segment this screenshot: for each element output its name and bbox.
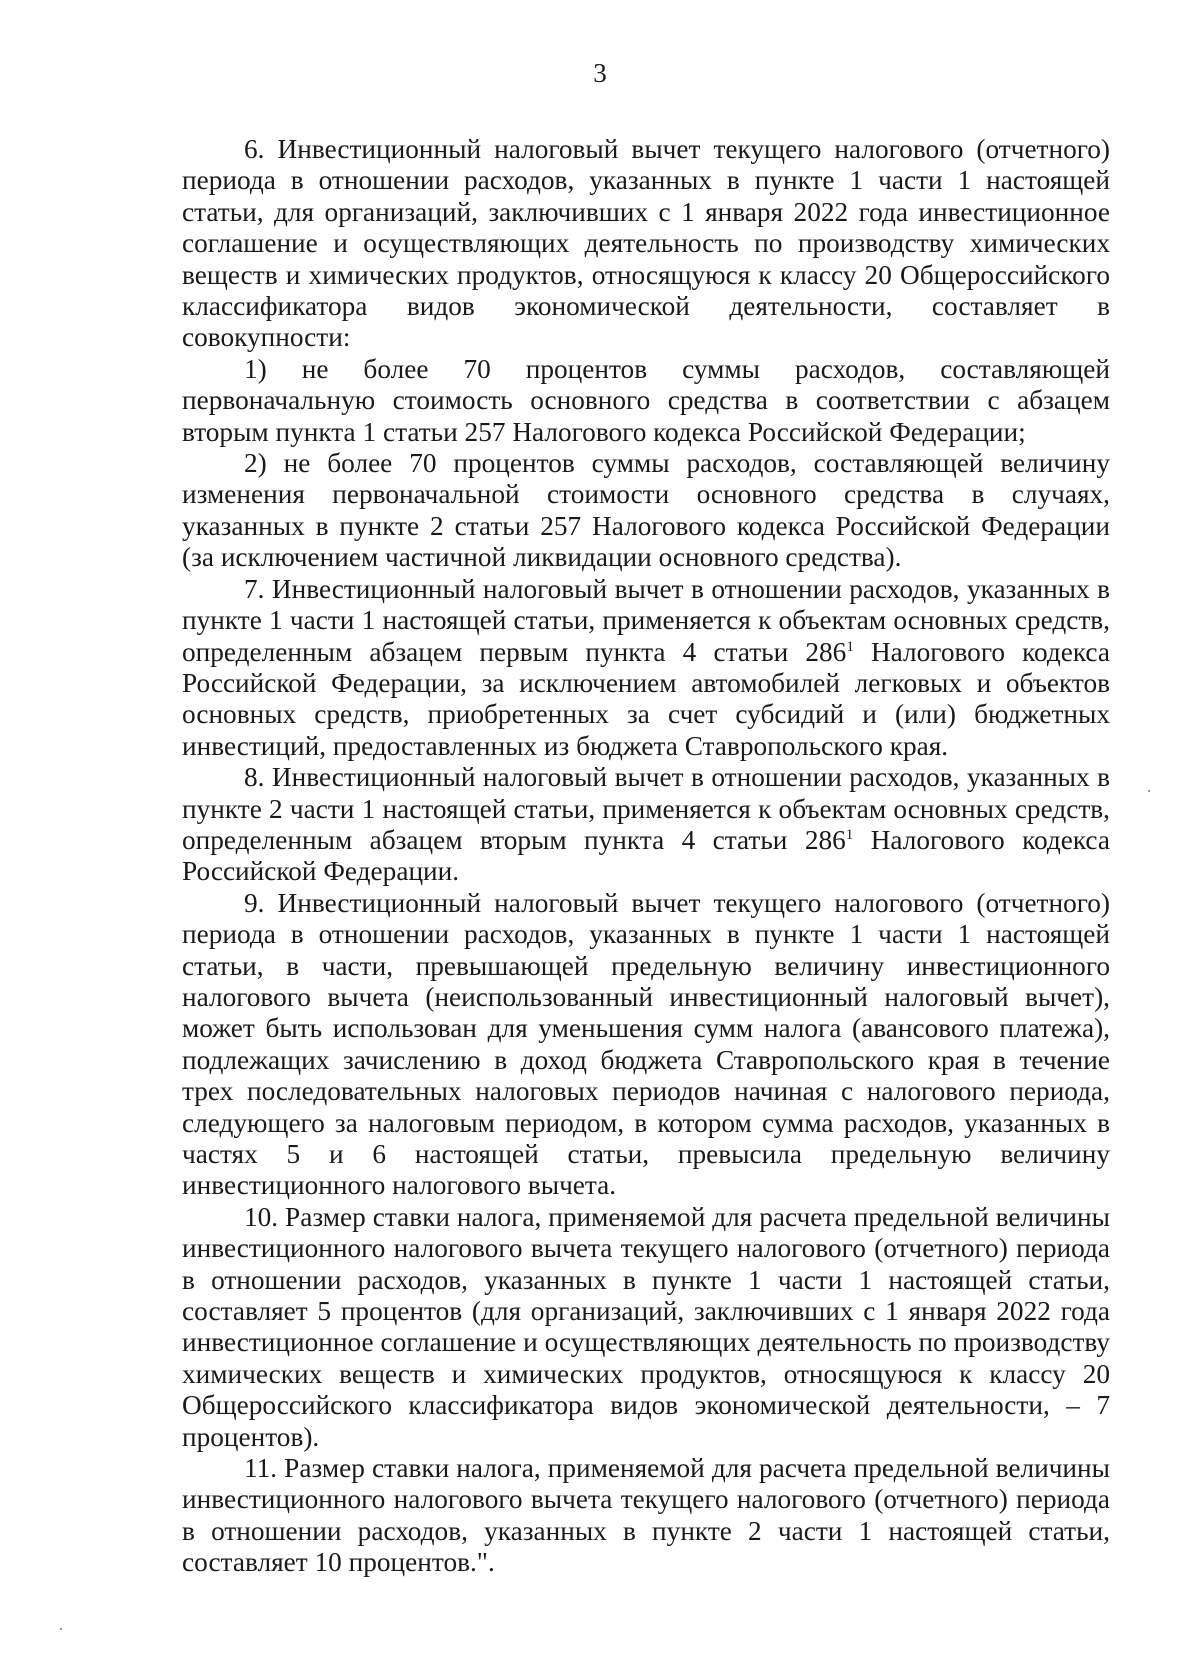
superscript: 1 <box>846 638 854 655</box>
paragraph-7-text-end: Налогового кодекса Российской Федерации, за исключением автомобилей легковых и объектов основных средств, приобретенных за счет субсидий и (или) бюджетных инвестиций, предоставленных из бюджета Ставропольского края. <box>182 636 1111 761</box>
scan-speck <box>1148 790 1150 792</box>
paragraph-7-text-start: 7. Инвестиционный налоговый вычет в отношении расходов, указанных в пункте 1 части 1 настоящей статьи, применяется к объектам основных средств, определенным абзацем первым пункта 4 статьи 286 <box>182 573 1110 667</box>
paragraph-8-text-end: Налогового кодекса Российской Федерации. <box>182 824 1111 887</box>
paragraph-10: 10. Размер ставки налога, применяемой для расчета предельной величины инвестиционного налогового вычета текущего налогового (отчетного) периода в отношении расходов, указанных в пункте 1 части 1 настоящей статьи, составляет 5 процентов (для организаций, заключивших с 1 января 2022 года инвестиционное соглашение и осуществляющих деятельность по производству химических веществ и химических продуктов, относящуюся к классу 20 Общероссийского классификатора видов экономической деятельности, – 7 процентов). <box>182 1201 1110 1452</box>
paragraph-7 <box>182 574 1110 762</box>
paragraph-8-text-start: 8. Инвестиционный налоговый вычет в отношении расходов, указанных в пункте 2 части 1 настоящей статьи, применяется к объектам основных средств, определенным абзацем вторым пункта 4 статьи 286 <box>182 762 1110 855</box>
superscript: 1 <box>845 826 854 843</box>
paragraph-6: 6. Инвестиционный налоговый вычет текущего налогового (отчетного) периода в отношении расходов, указанных в пункте 1 части 1 настоящей статьи, для организаций, заключивших с 1 января 2022 года инвестиционное соглашение и осуществляющих деятельность по производству химических веществ и химических продуктов, относящуюся к классу 20 Общероссийского классификатора видов экономической деятельности, составляет в совокупности: <box>182 134 1110 353</box>
document-body <box>182 134 1110 1579</box>
paragraph-11: 11. Размер ставки налога, применяемой для расчета предельной величины инвестиционного налогового вычета текущего налогового (отчетного) периода в отношении расходов, указанных в пункте 2 части 1 настоящей статьи, составляет 10 процентов.". <box>182 1453 1110 1578</box>
scan-speck <box>60 1628 62 1630</box>
paragraph-8 <box>182 762 1110 888</box>
paragraph-6-item-2: 2) не более 70 процентов суммы расходов, составляющей величину изменения первоначальной стоимости основного средства в случаях, указанных в пункте 2 статьи 257 Налогового кодекса Российской Федерации (за исключением частичной ликвидации основного средства). <box>182 448 1110 573</box>
paragraph-6-item-1: 1) не более 70 процентов суммы расходов, составляющей первоначальную стоимость основного средства в соответствии с абзацем вторым пункта 1 статьи 257 Налогового кодекса Российской Федерации; <box>182 353 1110 447</box>
page-number: 3 <box>593 58 607 88</box>
paragraph-9: 9. Инвестиционный налоговый вычет текущего налогового (отчетного) периода в отношении расходов, указанных в пункте 1 части 1 настоящей статьи, в части, превышающей предельную величину инвестиционного налогового вычета (неиспользованный инвестиционный налоговый вычет), может быть использован для уменьшения сумм налога (авансового платежа), подлежащих зачислению в доход бюджета Ставропольского края в течение трех последовательных налоговых периодов начиная с налогового периода, следующего за налоговым периодом, в котором сумма расходов, указанных в частях 5 и 6 настоящей статьи, превысила предельную величину инвестиционного налогового вычета. <box>182 887 1110 1201</box>
